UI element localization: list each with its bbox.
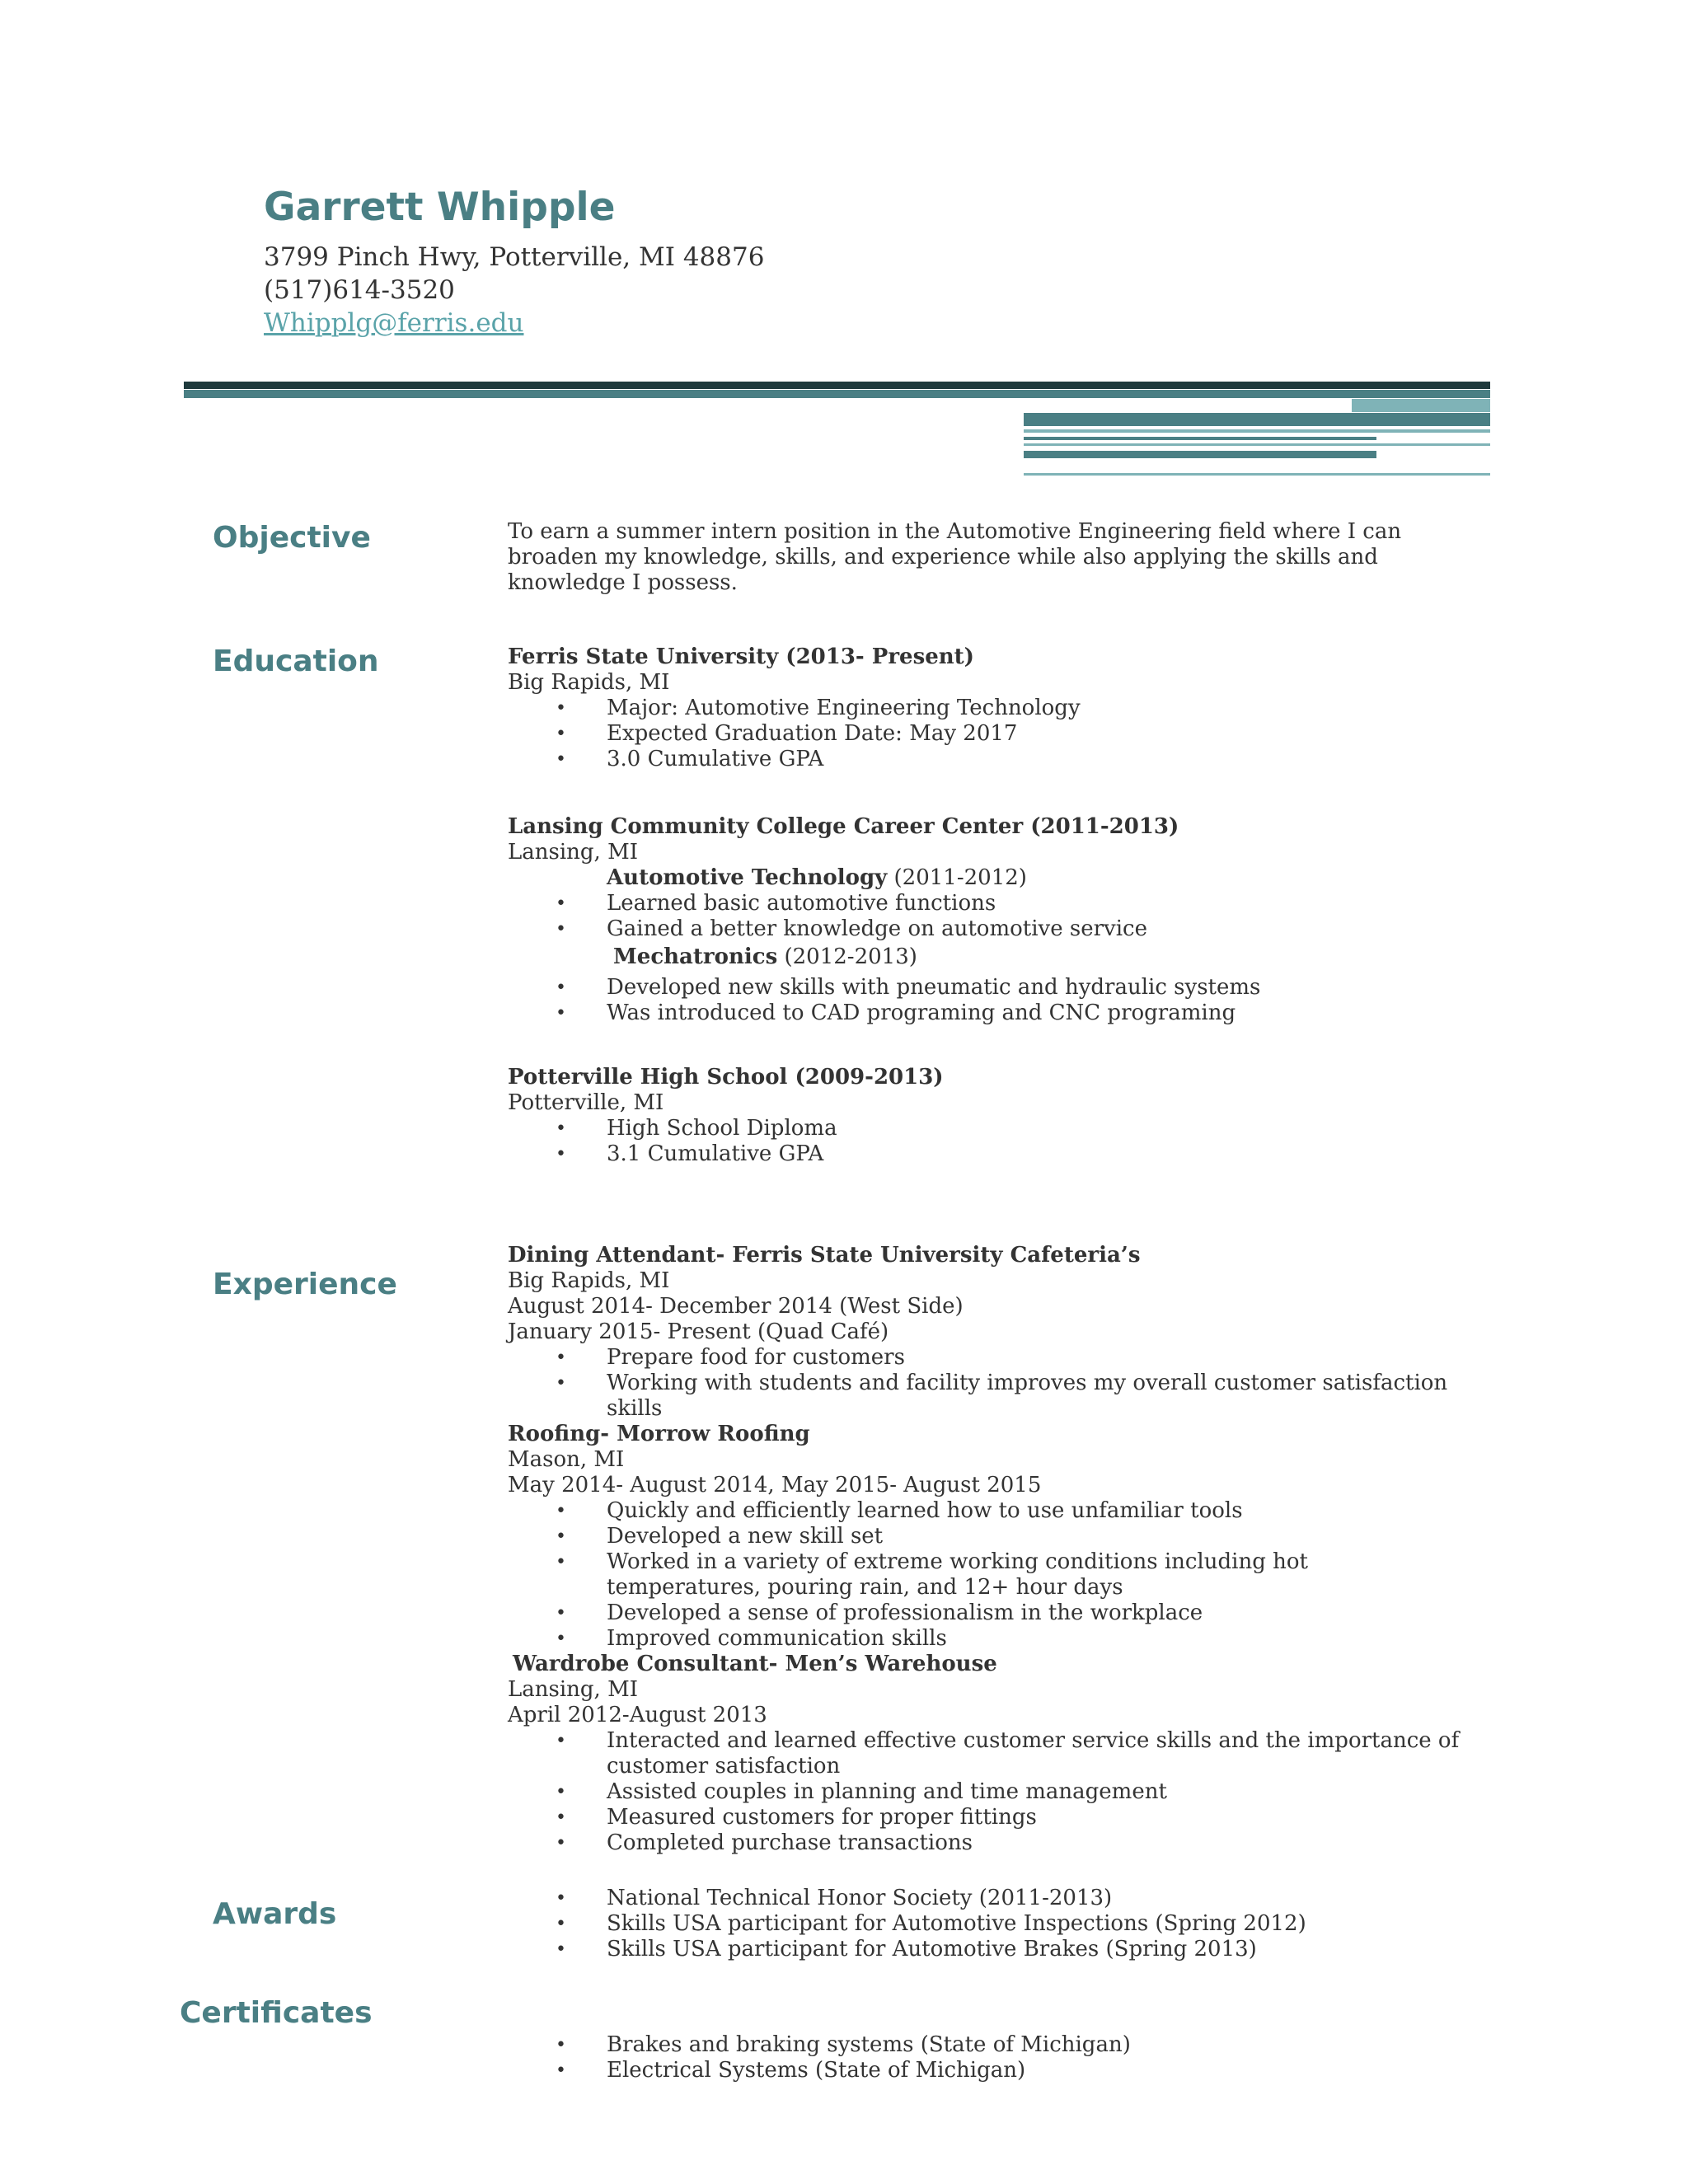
education-heading: Education [213, 644, 379, 678]
job-dates: May 2014- August 2014, May 2015- August 2015 [508, 1473, 1042, 1497]
certificates-block [508, 2032, 1497, 2083]
accent-bar-light [1352, 399, 1490, 412]
job-title: Roofing- Morrow Roofing [508, 1422, 810, 1446]
program-automotive [607, 865, 1497, 891]
list-item: • 3.0 Cumulative GPA [508, 747, 1497, 772]
school-name: Lansing Community College Career Center (2011-2013) [508, 814, 1179, 839]
awards-heading: Awards [213, 1897, 337, 1931]
job-title: Dining Attendant- Ferris State University Cafeteria’s [508, 1243, 1141, 1268]
experience-heading: Experience [213, 1268, 397, 1301]
list-item: • National Technical Honor Society (2011-2013) [508, 1886, 1497, 1911]
job-dates: January 2015- Present (Quad Café) [508, 1319, 889, 1344]
list-item: • Was introduced to CAD programing and CNC programing [508, 1001, 1497, 1026]
list-item: • Measured customers for proper fittings [508, 1805, 1497, 1830]
objective-text [508, 519, 1464, 596]
accent-bar-5 [1024, 451, 1376, 458]
list-item: • Skills USA participant for Automotive Brakes (Spring 2013) [508, 1937, 1497, 1962]
list-item: • Completed purchase transactions [508, 1830, 1497, 1856]
school-name: Potterville High School (2009-2013) [508, 1065, 944, 1090]
education-school-ferris [508, 644, 1497, 772]
header-rule-dark [184, 382, 1490, 389]
accent-bar-3 [1024, 437, 1376, 440]
list-item: • 3.1 Cumulative GPA [508, 1141, 1497, 1167]
contact-block [264, 241, 764, 340]
education-school-potterville [508, 1065, 1497, 1167]
list-item: • Electrical Systems (State of Michigan) [508, 2058, 1497, 2083]
list-item: • Developed new skills with pneumatic and hydraulic systems [508, 975, 1497, 1001]
school-name: Ferris State University (2013- Present) [508, 644, 974, 669]
list-item: • Developed a sense of professionalism in the workplace [508, 1601, 1497, 1626]
school-location: Lansing, MI [508, 840, 638, 865]
list-item: • Quickly and efficiently learned how to use unfamiliar tools [508, 1498, 1497, 1524]
list-item: • Brakes and braking systems (State of Michigan) [508, 2032, 1497, 2058]
experience-jobs [508, 1243, 1497, 1856]
certificates-heading: Certificates [180, 1996, 373, 2030]
accent-bar-2 [1024, 429, 1490, 433]
list-item: • Learned basic automotive functions [508, 891, 1497, 916]
objective-heading: Objective [213, 521, 371, 555]
program-mechatronics [613, 944, 1497, 970]
list-item: • Expected Graduation Date: May 2017 [508, 721, 1497, 747]
list-item: • Gained a better knowledge on automotive service [508, 916, 1497, 942]
list-item: • Developed a new skill set [508, 1524, 1497, 1549]
list-item: • High School Diploma [508, 1116, 1497, 1141]
list-item: • Assisted couples in planning and time management [508, 1779, 1497, 1805]
education-school-lcc [508, 814, 1497, 1026]
awards-block [508, 1886, 1497, 1962]
list-item: • Improved communication skills [508, 1626, 1497, 1652]
objective-paragraph: To earn a summer intern position in the Automotive Engineering field where I can broaden my knowledge, skills, and experience while also applying the skills and knowledge I possess. [508, 519, 1402, 595]
list-item: • Major: Automotive Engineering Technology [508, 696, 1497, 721]
job-dates: April 2012-August 2013 [508, 1703, 767, 1727]
school-location: Potterville, MI [508, 1090, 664, 1115]
header-rule-teal [184, 390, 1490, 398]
job-title: Wardrobe Consultant- Men’s Warehouse [513, 1652, 997, 1676]
program-years: (2012-2013) [777, 944, 917, 969]
phone: (517)614-3520 [264, 275, 455, 305]
candidate-name: Garrett Whipple [264, 185, 616, 230]
job-location: Lansing, MI [508, 1677, 638, 1702]
school-location: Big Rapids, MI [508, 670, 670, 695]
program-years: (2011-2012) [887, 865, 1027, 890]
email-link[interactable]: Whipplg@ferris.edu [264, 308, 524, 338]
list-item: • Skills USA participant for Automotive Inspections (Spring 2012) [508, 1911, 1497, 1937]
list-item: • Worked in a variety of extreme working conditions including hot temperatures, pouring rain, and 12+ hour days [508, 1549, 1497, 1601]
accent-bar-6 [1024, 473, 1490, 476]
program-title: Automotive Technology [607, 865, 888, 890]
accent-bar-1 [1024, 413, 1490, 426]
list-item: • Prepare food for customers [508, 1345, 1497, 1371]
job-location: Mason, MI [508, 1447, 625, 1472]
list-item: • Interacted and learned effective customer service skills and the importance of customer satisfaction [508, 1728, 1497, 1779]
address: 3799 Pinch Hwy, Potterville, MI 48876 [264, 242, 765, 272]
job-dates: August 2014- December 2014 (West Side) [508, 1294, 964, 1319]
job-location: Big Rapids, MI [508, 1268, 670, 1293]
program-title: Mechatronics [613, 944, 778, 969]
list-item: • Working with students and facility improves my overall customer satisfaction skills [508, 1371, 1497, 1422]
accent-bar-4 [1024, 443, 1490, 446]
